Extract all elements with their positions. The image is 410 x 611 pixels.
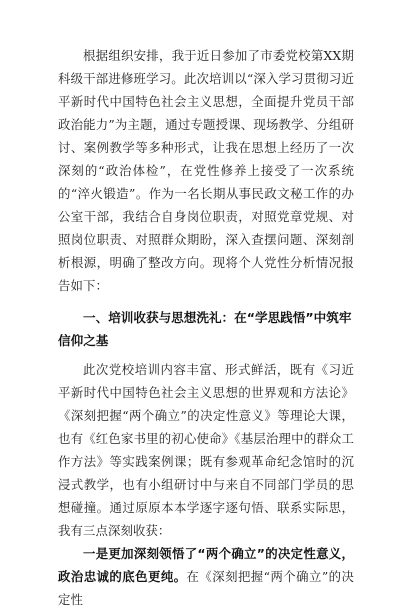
point-text: 在《深刻把握“两个确立”的决定性 [58,569,354,607]
section-paragraph: 此次党校培训内容丰富、形式鲜活，既有《习近平新时代中国特色社会主义思想的世界观和方法论》《深刻把握“两个确立”的决定性意义》等理论大课，也有《红色家书里的初心使命》《基层治理中的群众工作方法》等实践案例课；既有参观革命纪念馆时的沉浸式教学，也有小组研讨中与来自不同部门学员的思想碰撞。通过原原本本学逐字逐句悟、联系实际思，我有三点深刻收获： [58,362,354,538]
point-paragraph [58,542,354,611]
section-heading: 一、培训收获与思想洗礼：在“学思践悟”中筑牢信仰之基 [58,310,352,348]
intro-paragraph: 根据组织安排，我于近日参加了市委党校第XX期科级干部进修班学习。此次培训以“深入学习贯彻习近平新时代中国特色社会主义思想，全面提升党员干部政治能力”为主题，通过专题授课、现场教学、分组研讨、案例教学等多种形式，让我在思想上经历了一次深刻的“政治体检”，在党性修养上接受了一次系统的“淬火锻造”。作为一名长期从事民政文秘工作的办公室干部，我结合自身岗位职责，对照党章党规、对照岗位职责、对照群众期盼，深入查摆问题、深刻剖析根源，明确了整改方向。现将个人党性分析情况报告如下： [58,48,354,293]
point-lead: 一是更加深刻领悟了“两个确立”的决定性意义，政治忠诚的底色更纯。 [58,546,354,584]
